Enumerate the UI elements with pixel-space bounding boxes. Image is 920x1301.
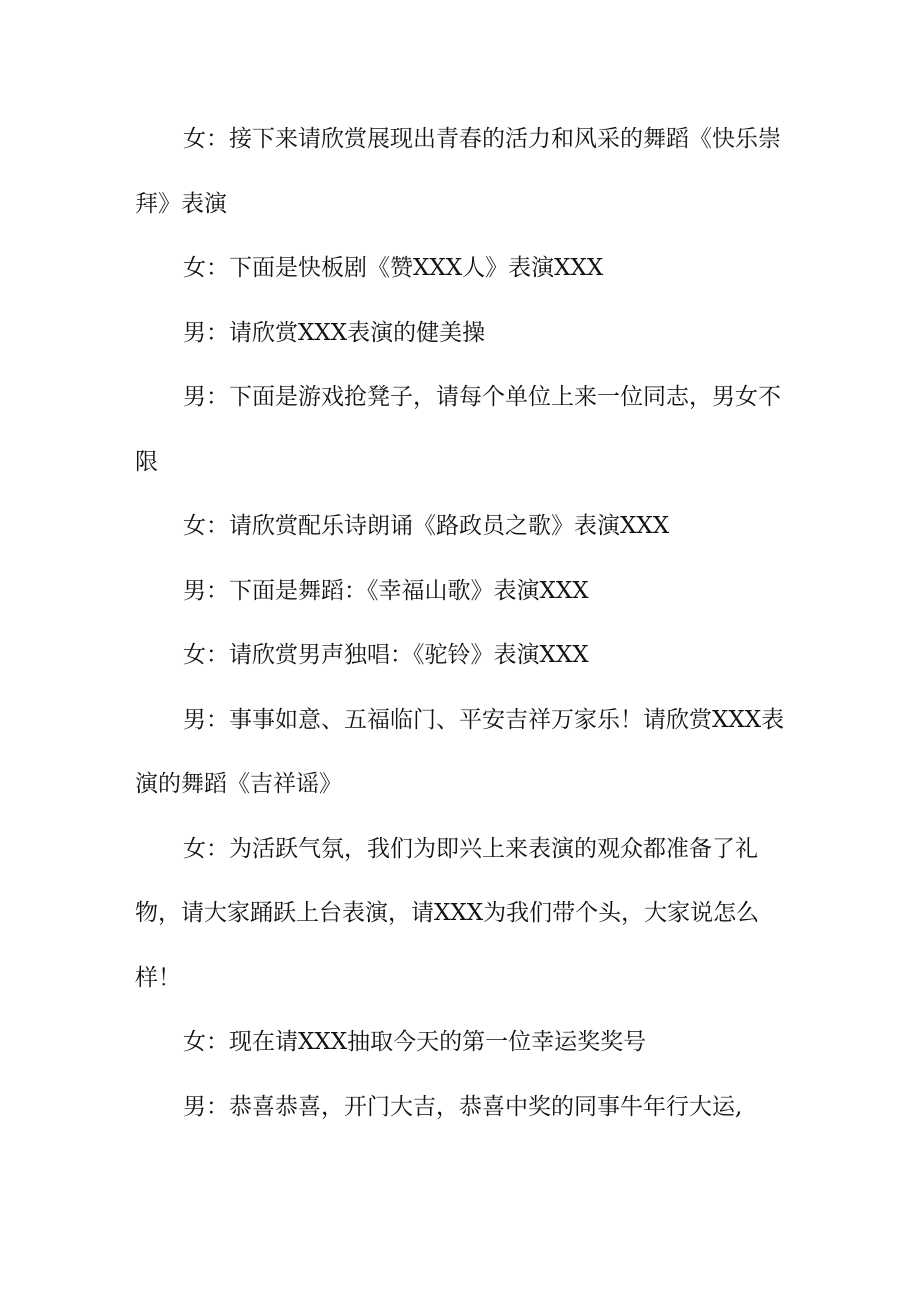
paragraph-audience-gifts: 女：为活跃气氛，我们为即兴上来表演的观众都准备了礼物，请大家踊跃上台表演，请XXX为我们带个头，大家说怎么样！ [135, 835, 760, 991]
paragraph-congratulations: 男：恭喜恭喜，开门大吉，恭喜中奖的同事牛年行大运, [183, 1093, 743, 1120]
paragraph-happy-folk-song-dance: 男：下面是舞蹈：《幸福山歌》表演XXX [183, 577, 589, 604]
paragraph-auspicious-dance: 男：事事如意、五福临门、平安吉祥万家乐！请欣赏XXX表演的舞蹈《吉祥谣》 [135, 706, 785, 797]
paragraph-musical-chairs-game: 男：下面是游戏抢凳子，请每个单位上来一位同志，男女不限 [135, 384, 781, 475]
paragraph-lucky-draw: 女：现在请XXX抽取今天的第一位幸运奖奖号 [183, 1029, 647, 1055]
paragraph-poetry-recital: 女：请欣赏配乐诗朗诵《路政员之歌》表演XXX [183, 513, 670, 539]
paragraph-male-solo: 女：请欣赏男声独唱：《驼铃》表演XXX [183, 642, 589, 668]
paragraph-clapper-drama: 女：下面是快板剧《赞XXX人》表演XXX [183, 255, 604, 281]
paragraph-dance-happy-worship: 女：接下来请欣赏展现出青春的活力和风采的舞蹈《快乐崇拜》表演 [135, 126, 781, 217]
document-body [135, 107, 795, 1139]
paragraph-aerobics: 男：请欣赏XXX表演的健美操 [183, 319, 486, 346]
